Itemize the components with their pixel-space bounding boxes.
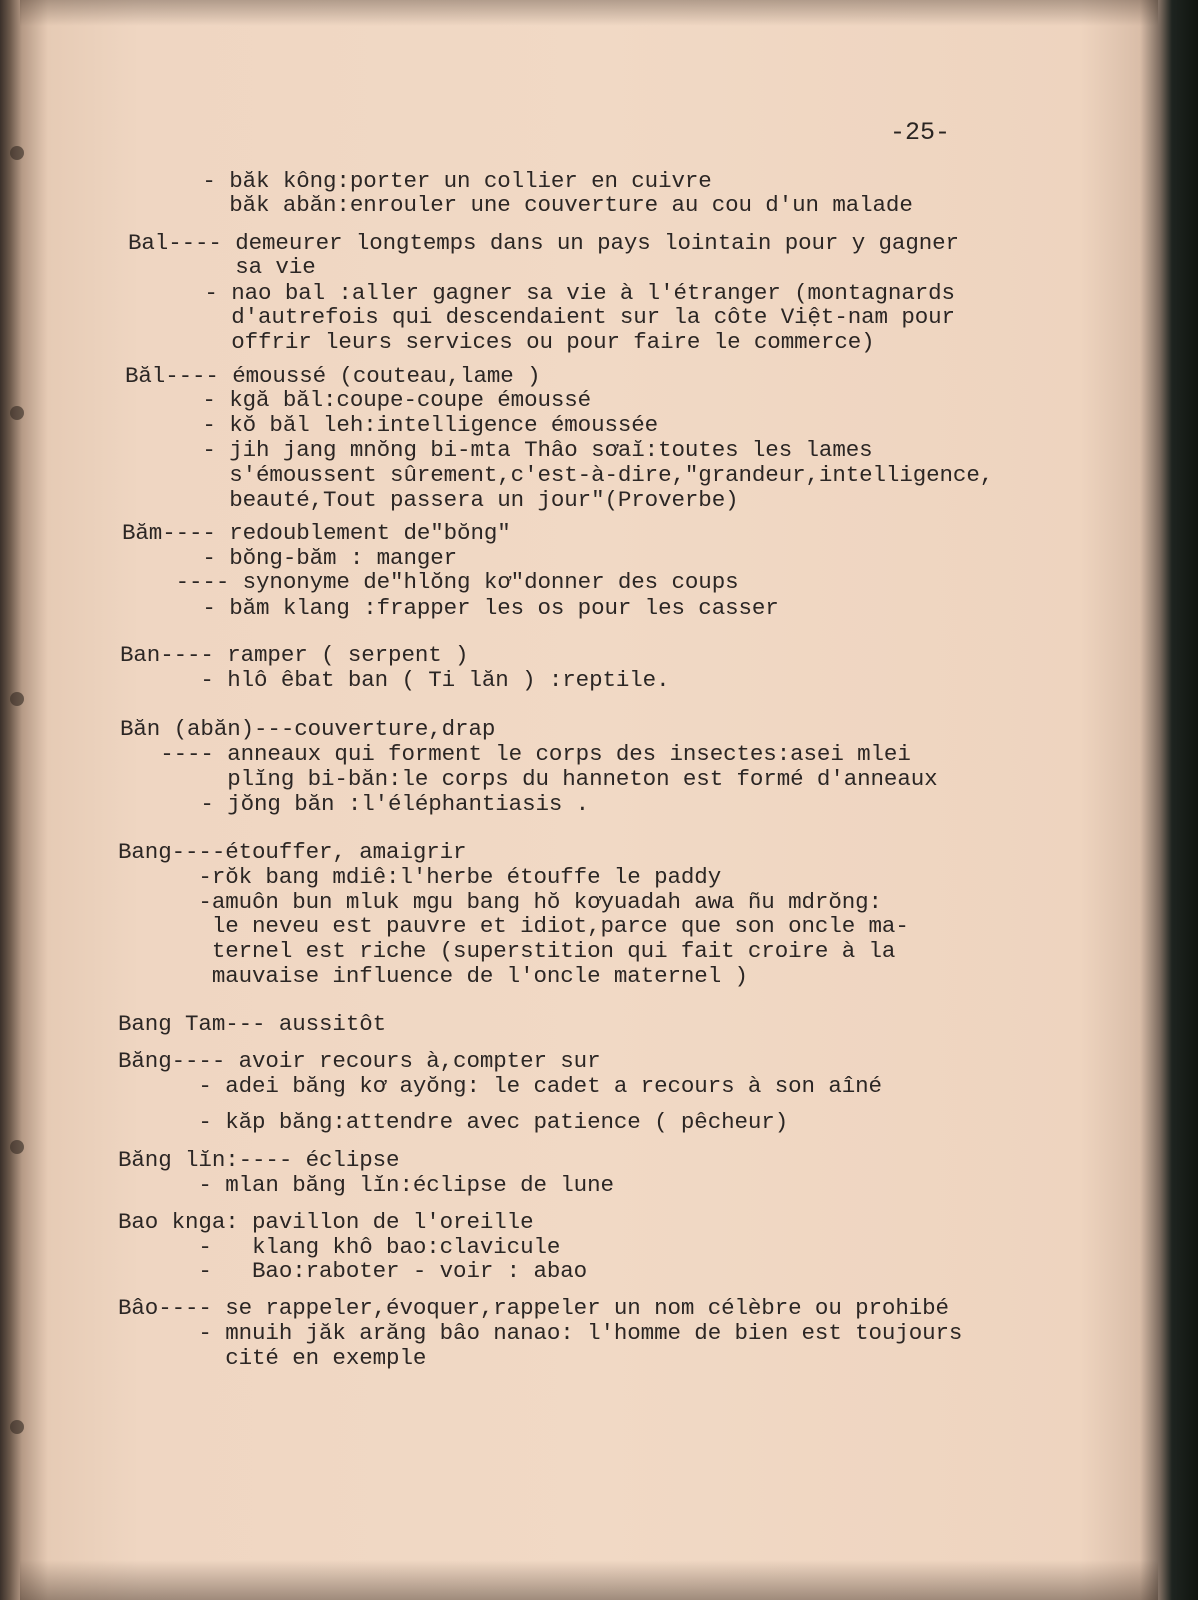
entry-line: băk abăn:enrouler une couverture au cou d'un malade: [122, 192, 913, 218]
entry-line: - jih jang mnŏng bi-mta Thâo sơaĭ:toutes les lames: [122, 437, 873, 463]
entry-line: - bŏng-băm : manger: [122, 545, 458, 571]
entry-line: Ban---- ramper ( serpent ): [120, 642, 469, 668]
entry-line: ---- synonyme de"hlŏng kơ"donner des coups: [122, 569, 739, 595]
entry-line: Bang----étouffer, amaigrir: [118, 839, 467, 865]
entry-line: sa vie: [128, 254, 316, 280]
entry-line: - mnuih jăk arăng bâo nanao: l'homme de bien est toujours: [118, 1320, 963, 1346]
entry-line: Băn (abăn)---couverture,drap: [120, 716, 496, 742]
binding-hole: [10, 1140, 24, 1154]
entry-line: - kŏ băl leh:intelligence émoussée: [122, 412, 659, 438]
entry-line: Băm---- redoublement de"bŏng": [122, 520, 511, 546]
page-top-shadow: [20, 0, 1158, 26]
entry-line: Bang Tam--- aussitôt: [118, 1011, 387, 1037]
entry-line: - hlô êbat ban ( Ti lăn ) :reptile.: [120, 667, 670, 693]
binding-hole: [10, 406, 24, 420]
entry-line: offrir leurs services ou pour faire le commerce): [124, 329, 875, 355]
entry-line: - băm klang :frapper les os pour les casser: [122, 595, 779, 621]
entry-line: - kăp băng:attendre avec patience ( pêcheur): [118, 1109, 789, 1135]
entry-line: - Bao:raboter - voir : abao: [118, 1258, 588, 1284]
entry-line: - mlan băng lĭn:éclipse de lune: [118, 1172, 614, 1198]
entry-line: -rŏk bang mdiê:l'herbe étouffe le paddy: [118, 864, 722, 890]
binding-hole: [10, 1420, 24, 1434]
entry-line: - jŏng băn :l'éléphantiasis .: [120, 791, 590, 817]
entry-line: - kgă băl:coupe-coupe émoussé: [122, 387, 592, 413]
entry-line: - nao bal :aller gagner sa vie à l'étranger (montagnards: [124, 280, 955, 306]
binding-hole: [10, 692, 24, 706]
entry-line: Băng---- avoir recours à,compter sur: [118, 1048, 601, 1074]
entry-line: s'émoussent sûrement,c'est-à-dire,"grandeur,intelligence,: [122, 462, 994, 488]
entry-line: Bal---- demeurer longtemps dans un pays lointain pour y gagner: [128, 230, 959, 256]
entry-line: Bao knga: pavillon de l'oreille: [118, 1209, 534, 1235]
entry-line: - băk kông:porter un collier en cuivre: [122, 168, 712, 194]
entry-line: beauté,Tout passera un jour"(Proverbe): [122, 487, 739, 513]
entry-line: ---- anneaux qui forment le corps des insectes:asei mlei: [120, 741, 911, 767]
entry-line: mauvaise influence de l'oncle maternel ): [118, 963, 748, 989]
page-number: -25-: [890, 118, 951, 147]
entry-line: - klang khô bao:clavicule: [118, 1234, 561, 1260]
entry-line: Băl---- émoussé (couteau,lame ): [125, 363, 541, 389]
entry-line: ternel est riche (superstition qui fait croire à la: [118, 938, 896, 964]
entry-line: plĭng bi-băn:le corps du hanneton est formé d'anneaux: [120, 766, 938, 792]
entry-line: Băng lĭn:---- éclipse: [118, 1147, 400, 1173]
entry-line: - adei băng kơ ayŏng: le cadet a recours à son aîné: [118, 1073, 882, 1099]
page-bottom-shadow: [20, 1560, 1158, 1600]
entry-line: d'autrefois qui descendaient sur la côte Việt-nam pour: [124, 304, 955, 330]
entry-line: Bâo---- se rappeler,évoquer,rappeler un nom célèbre ou prohibé: [118, 1295, 949, 1321]
binding-hole: [10, 146, 24, 160]
entry-line: le neveu est pauvre et idiot,parce que son oncle ma-: [118, 913, 909, 939]
entry-line: -amuôn bun mluk mgu bang hŏ kơyuadah awa ñu mdrŏng:: [118, 889, 882, 915]
entry-line: cité en exemple: [118, 1345, 427, 1371]
